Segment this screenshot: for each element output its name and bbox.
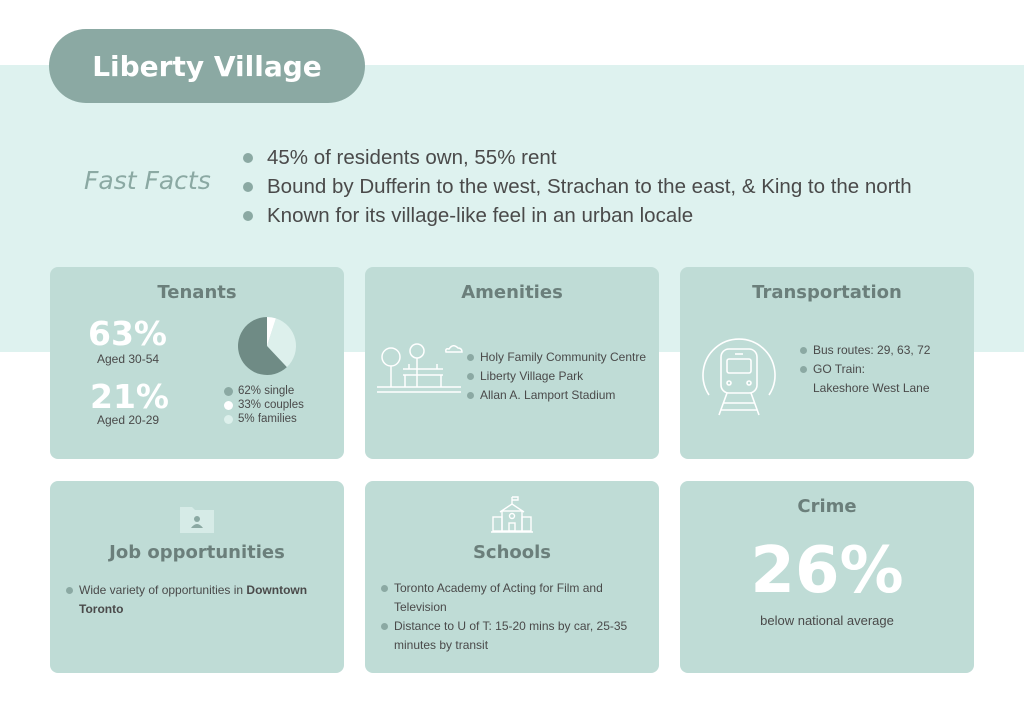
legend-swatch: [224, 387, 233, 396]
schools-title: Schools: [472, 542, 552, 563]
transportation-card: [680, 267, 974, 459]
bullet-icon: [381, 585, 388, 592]
schools-card: [365, 481, 659, 673]
page-title: Liberty Village: [49, 29, 365, 103]
amenities-card: [365, 267, 659, 459]
crime-stat-value: 26%: [750, 534, 904, 608]
list-item: Toronto Academy of Acting for Film and Television: [381, 579, 643, 617]
fast-facts-list: [243, 143, 912, 230]
bullet-icon: [467, 392, 474, 399]
legend-item: 62% single: [224, 384, 304, 398]
list-item: Bus routes: 29, 63, 72: [800, 341, 930, 360]
bullet-icon: [381, 623, 388, 630]
tenants-card: [50, 267, 344, 459]
crime-stat-label: below national average: [760, 613, 894, 628]
list-item: Wide variety of opportunities in Downtown Toronto: [66, 581, 336, 619]
tenants-stat-label: Aged 30-54: [97, 352, 160, 366]
train-icon: [697, 335, 781, 419]
jobs-title: Job opportunities: [109, 542, 285, 563]
tenants-legend: [224, 384, 304, 426]
bullet-icon: [467, 354, 474, 361]
list-item: Liberty Village Park: [467, 367, 646, 386]
folder-person-icon: [178, 501, 216, 535]
go-train-line: Lakeshore West Lane: [813, 381, 930, 395]
tenants-stat-value: 21%: [90, 377, 169, 416]
bullet-icon: [243, 153, 253, 163]
legend-swatch: [224, 401, 233, 410]
tenants-pie-chart: [237, 316, 297, 376]
transportation-list: [800, 341, 930, 379]
fast-facts-label: Fast Facts: [84, 166, 211, 195]
fast-fact-item: Bound by Dufferin to the west, Strachan to the east, & King to the north: [243, 172, 912, 201]
school-icon: [491, 495, 533, 535]
jobs-card: [50, 481, 344, 673]
list-item: Allan A. Lamport Stadium: [467, 386, 646, 405]
bullet-icon: [800, 347, 807, 354]
amenities-list: [467, 348, 646, 405]
crime-card: [680, 481, 974, 673]
list-item: GO Train:: [800, 360, 930, 379]
park-icon: [375, 337, 463, 395]
bullet-icon: [243, 211, 253, 221]
tenants-stat-label: Aged 20-29: [97, 413, 160, 427]
fast-fact-item: 45% of residents own, 55% rent: [243, 143, 912, 172]
schools-list: [381, 579, 643, 655]
legend-swatch: [224, 415, 233, 424]
list-item: Holy Family Community Centre: [467, 348, 646, 367]
list-item: Distance to U of T: 15-20 mins by car, 25-35 minutes by transit: [381, 617, 643, 655]
jobs-list: [66, 581, 336, 619]
amenities-title: Amenities: [461, 282, 563, 303]
crime-title: Crime: [797, 496, 857, 517]
tenants-stat-value: 63%: [88, 314, 167, 353]
bullet-icon: [243, 182, 253, 192]
tenants-title: Tenants: [157, 282, 237, 303]
bullet-icon: [800, 366, 807, 373]
legend-item: 33% couples: [224, 398, 304, 412]
legend-item: 5% families: [224, 412, 304, 426]
fast-fact-item: Known for its village-like feel in an urban locale: [243, 201, 912, 230]
bullet-icon: [467, 373, 474, 380]
bullet-icon: [66, 587, 73, 594]
transportation-title: Transportation: [752, 282, 902, 303]
